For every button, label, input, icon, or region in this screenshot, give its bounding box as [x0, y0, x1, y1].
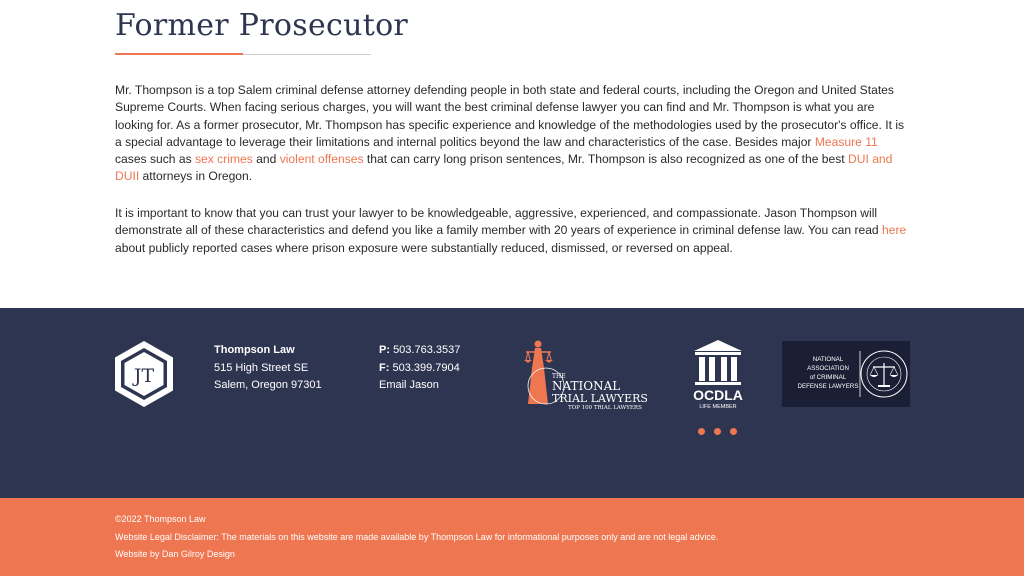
- ntl-line2: TRIAL LAWYERS: [552, 392, 648, 405]
- paragraph-text: cases such as: [115, 152, 195, 167]
- site-footer: [0, 308, 1024, 498]
- national-trial-lawyers-badge[interactable]: [524, 338, 654, 410]
- ntl-the: THE: [552, 373, 566, 380]
- paragraph-text: Mr. Thompson is a top Salem criminal defense attorney defending people in both state and federal courts, including the Oregon and United States Supreme Courts. When facing serious charges, you will want the best criminal defense lawyer you can find and Mr. Thompson is what you are looking for. As a former prosecutor, Mr. Thompson has specific experience and knowledge of the methodologies used by the prosecutor's office. It is a special advantage to leverage their limitations and internal politics beyond the law and characteristics of the case. Besides major: [115, 83, 905, 149]
- page-title: Former Prosecutor: [115, 8, 409, 43]
- nacdl-line1: NATIONAL: [812, 356, 844, 363]
- footer-address: [214, 342, 322, 395]
- carousel-dot-3[interactable]: [730, 428, 737, 435]
- ocdla-name: OCDLA: [693, 387, 743, 403]
- dui-duii-link[interactable]: DUI and DUII: [115, 152, 893, 184]
- firm-name: Thompson Law: [214, 344, 295, 356]
- sex-crimes-link[interactable]: sex crimes: [195, 152, 253, 167]
- ntl-line3: TOP 100 TRIAL LAWYERS: [568, 405, 642, 410]
- paragraph-text: It is important to know that you can trust your lawyer to be knowledgeable, aggressive, experienced, and compassionate. Jason Thompson will demonstrate all of these characteristics and defend you like a family member with 20 years of experience in criminal defense law. You can read: [115, 206, 883, 238]
- paragraph-text: and: [252, 152, 280, 167]
- phone-label: P:: [379, 344, 390, 356]
- carousel-dot-2[interactable]: [714, 428, 721, 435]
- nacdl-line2: ASSOCIATION: [807, 365, 849, 372]
- ocdla-sub: LIFE MEMBER: [699, 404, 737, 410]
- footer-contact: [379, 342, 460, 395]
- logo-monogram: JT: [133, 365, 155, 387]
- nacdl-badge[interactable]: [782, 341, 910, 407]
- nacdl-line3: of CRIMINAL: [809, 374, 847, 381]
- title-accent-divider: [115, 53, 243, 55]
- phone-line: [379, 342, 460, 360]
- fax-label: F:: [379, 361, 390, 374]
- carousel-dots: [698, 428, 746, 436]
- street-address: 515 High Street SE: [214, 361, 309, 374]
- city-address: Salem, Oregon 97301: [214, 379, 322, 391]
- email-link[interactable]: Email Jason: [379, 379, 439, 391]
- paragraph-text: that can carry long prison sentences, Mr. Thompson is also recognized as one of the best: [363, 152, 848, 167]
- thompson-law-logo[interactable]: [113, 340, 175, 408]
- copyright: ©2022 Thompson Law: [115, 514, 206, 524]
- bottom-bar: [0, 498, 1024, 576]
- fax-line: [379, 360, 460, 378]
- carousel-dot-1[interactable]: [698, 428, 705, 435]
- measure-11-link[interactable]: Measure 11: [814, 134, 878, 149]
- ocdla-badge[interactable]: [692, 338, 744, 410]
- violent-offenses-link[interactable]: violent offenses: [279, 152, 364, 167]
- nacdl-line4: DEFENSE LAWYERS: [797, 383, 859, 390]
- reported-cases-link[interactable]: here: [882, 223, 907, 238]
- paragraph-text: about publicly reported cases where prison exposure were substantially reduced, dismissed, or reversed on appeal.: [115, 240, 733, 255]
- fax-number: 503.399.7904: [392, 361, 460, 374]
- phone-link[interactable]: 503.763.3537: [393, 344, 461, 356]
- ntl-line1: NATIONAL: [552, 379, 621, 393]
- legal-disclaimer: Website Legal Disclaimer: The materials on this website are made available by Thompson Law for informational purposes only and are not legal advice.: [115, 532, 719, 542]
- trust-paragraph: [115, 205, 910, 257]
- paragraph-text: attorneys in Oregon.: [139, 169, 253, 184]
- site-credit[interactable]: Website by Dan Gilroy Design: [115, 549, 235, 559]
- intro-paragraph: [115, 82, 910, 186]
